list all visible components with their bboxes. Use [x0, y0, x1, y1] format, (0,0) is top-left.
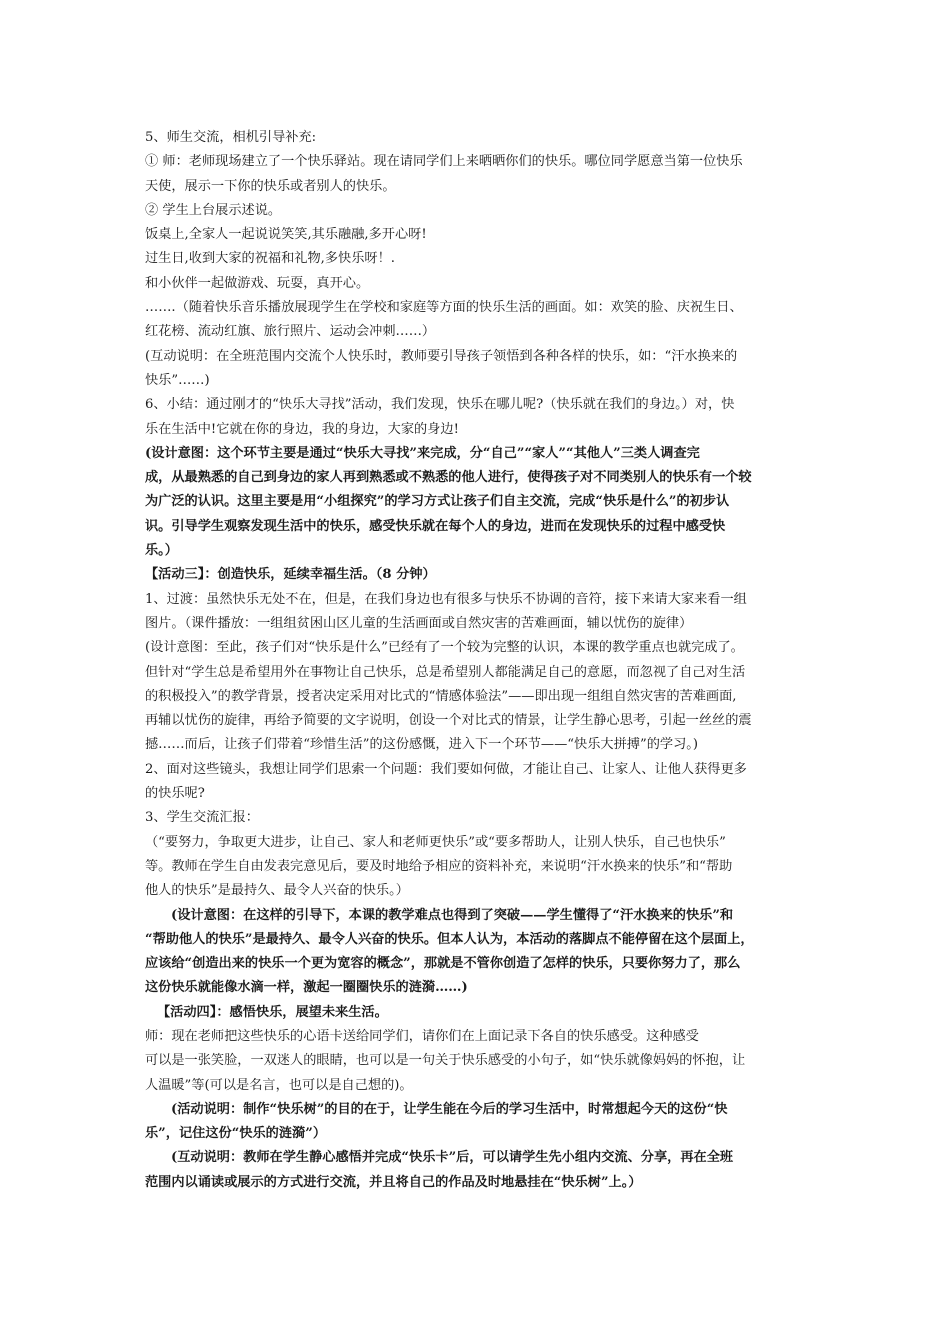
text-line: 师：现在老师把这些快乐的心语卡送给同学们，请你们在上面记录下各自的快乐感受。这种感受	[145, 1028, 699, 1044]
text-line: 识。引导学生观察发现生活中的快乐，感受快乐就在每个人的身边，进而在发现快乐的过程中感受快	[145, 518, 726, 534]
text-line: “帮助他人的快乐”是最持久、最令人兴奋的快乐。但本人认为，本活动的落脚点不能停留在这个层面上，	[145, 931, 754, 947]
text-line: （“要努力，争取更大进步，让自己、家人和老师更快乐”或“要多帮助人，让别人快乐，自己也快乐”	[145, 834, 726, 850]
text-line: 【活动三】：创造快乐，延续幸福生活。（8 分钟）	[145, 567, 436, 583]
text-line: 人温暖”等(可以是名言，也可以是自己想的)。	[145, 1077, 413, 1093]
document-body	[145, 126, 813, 1195]
text-line: 红花榜、流动红旗、旅行照片、运动会冲刺……）	[145, 324, 436, 340]
text-line: ② 学生上台展示述说。	[145, 202, 282, 218]
text-line: (互动说明：教师在学生静心感悟并完成“快乐卡”后，可以请学生先小组内交流、分享，再在全班	[171, 1150, 734, 1166]
text-line: 6、小结：通过刚才的“快乐大寻找”活动，我们发现，快乐在哪儿呢?（快乐就在我们的身边。）对，快	[145, 397, 735, 413]
text-line: …….（随着快乐音乐播放展现学生在学校和家庭等方面的快乐生活的画面。如：欢笑的脸、庆祝生日、	[145, 300, 743, 316]
text-line: 应该给“创造出来的快乐一个更为宽容的概念”，那就是不管你创造了怎样的快乐，只要你努力了，那么	[145, 956, 741, 972]
text-line: 乐。）	[145, 543, 178, 559]
text-line: 2、面对这些镜头，我想让同学们思索一个问题：我们要如何做，才能让自己、让家人、让他人获得更多	[145, 761, 747, 777]
text-line: 成，从最熟悉的自己到身边的家人再到熟悉或不熟悉的他人进行，使得孩子对不同类别人的快乐有一个较	[145, 470, 752, 486]
text-line: 乐在生活中!它就在你的身边，我的身边，大家的身边!	[145, 421, 459, 437]
text-line: 范围内以诵读或展示的方式进行交流，并且将自己的作品及时地悬挂在“快乐树”上。）	[145, 1174, 642, 1190]
text-line: 这份快乐就能像水滴一样，激起一圈圈快乐的涟漪……)	[145, 980, 468, 996]
text-line: 可以是一张笑脸，一双迷人的眼睛，也可以是一句关于快乐感受的小句子，如“快乐就像妈妈的怀抱，让	[145, 1053, 746, 1069]
text-line: 和小伙伴一起做游戏、玩耍，真开心。	[145, 275, 370, 291]
text-line: 的积极投入”的教学背景，授者决定采用对比式的“情感体验法”——即出现一组组自然灾害的苦难画面,	[145, 688, 737, 704]
text-line: 3、学生交流汇报：	[145, 810, 259, 826]
text-line: 5、师生交流，相机引导补充:	[145, 130, 317, 145]
text-line: 图片。（课件播放：一组组贫困山区儿童的生活画面或自然灾害的苦难画面，辅以忧伤的旋律）	[145, 615, 693, 631]
text-line: 过生日,收到大家的祝福和礼物,多快乐呀！.	[145, 251, 395, 267]
text-line: (设计意图：在这样的引导下，本课的教学难点也得到了突破——学生懂得了“汗水换来的快乐”和	[171, 907, 734, 923]
text-line: 【活动四】：感悟快乐，展望未来生活。	[157, 1004, 388, 1020]
text-line: 等。教师在学生自由发表完意见后，要及时地给予相应的资料补充，来说明“汗水换来的快乐”和“帮助	[145, 858, 733, 874]
text-line: 他人的快乐”是最持久、最令人兴奋的快乐。）	[145, 883, 409, 899]
text-line: 快乐”……)	[145, 372, 210, 388]
text-line: 再辅以忧伤的旋律，再给予简要的文字说明，创设一个对比式的情景，让学生静心思考，引起一丝丝的震	[145, 713, 752, 729]
text-line: 撼……而后，让孩子们带着“珍惜生活”的这份感慨，进入下一个环节——“快乐大拼搏”的学习。)	[145, 737, 699, 753]
text-line: ① 师：老师现场建立了一个快乐驿站。现在请同学们上来晒晒你们的快乐。哪位同学愿意当第一位快乐	[145, 154, 743, 170]
text-line: 乐”，记住这份“快乐的涟漪”）	[145, 1126, 327, 1142]
text-line: 1、过渡：虽然快乐无处不在，但是，在我们身边也有很多与快乐不协调的音符，接下来请大家来看一组	[145, 591, 747, 607]
text-line: (设计意图：至此，孩子们对“快乐是什么”已经有了一个较为完整的认识，本课的教学重点也就完成了。	[145, 640, 744, 656]
text-line: (活动说明：制作“快乐树”的目的在于，让学生能在今后的学习生活中，时常想起今天的这份“快	[171, 1101, 728, 1117]
text-line: (设计意图：这个环节主要是通过“快乐大寻找”来完成，分“自己”“家人”“其他人”三类人调查完	[145, 445, 700, 461]
text-line: (互动说明：在全班范围内交流个人快乐时，教师要引导孩子领悟到各种各样的快乐，如：“汗水换来的	[145, 348, 738, 364]
text-line: 为广泛的认识。这里主要是用“小组探究”的学习方式让孩子们自主交流，完成“快乐是什么”的初步认	[145, 494, 730, 510]
text-line: 但针对“学生总是希望用外在事物让自己快乐，总是希望别人都能满足自己的意愿，而忽视了自己对生活	[145, 664, 746, 680]
text-line: 天使，展示一下你的快乐或者别人的快乐。	[145, 178, 396, 194]
text-line: 的快乐呢?	[145, 786, 205, 802]
text-line: 饭桌上,全家人一起说说笑笑,其乐融融,多开心呀!	[145, 227, 427, 243]
